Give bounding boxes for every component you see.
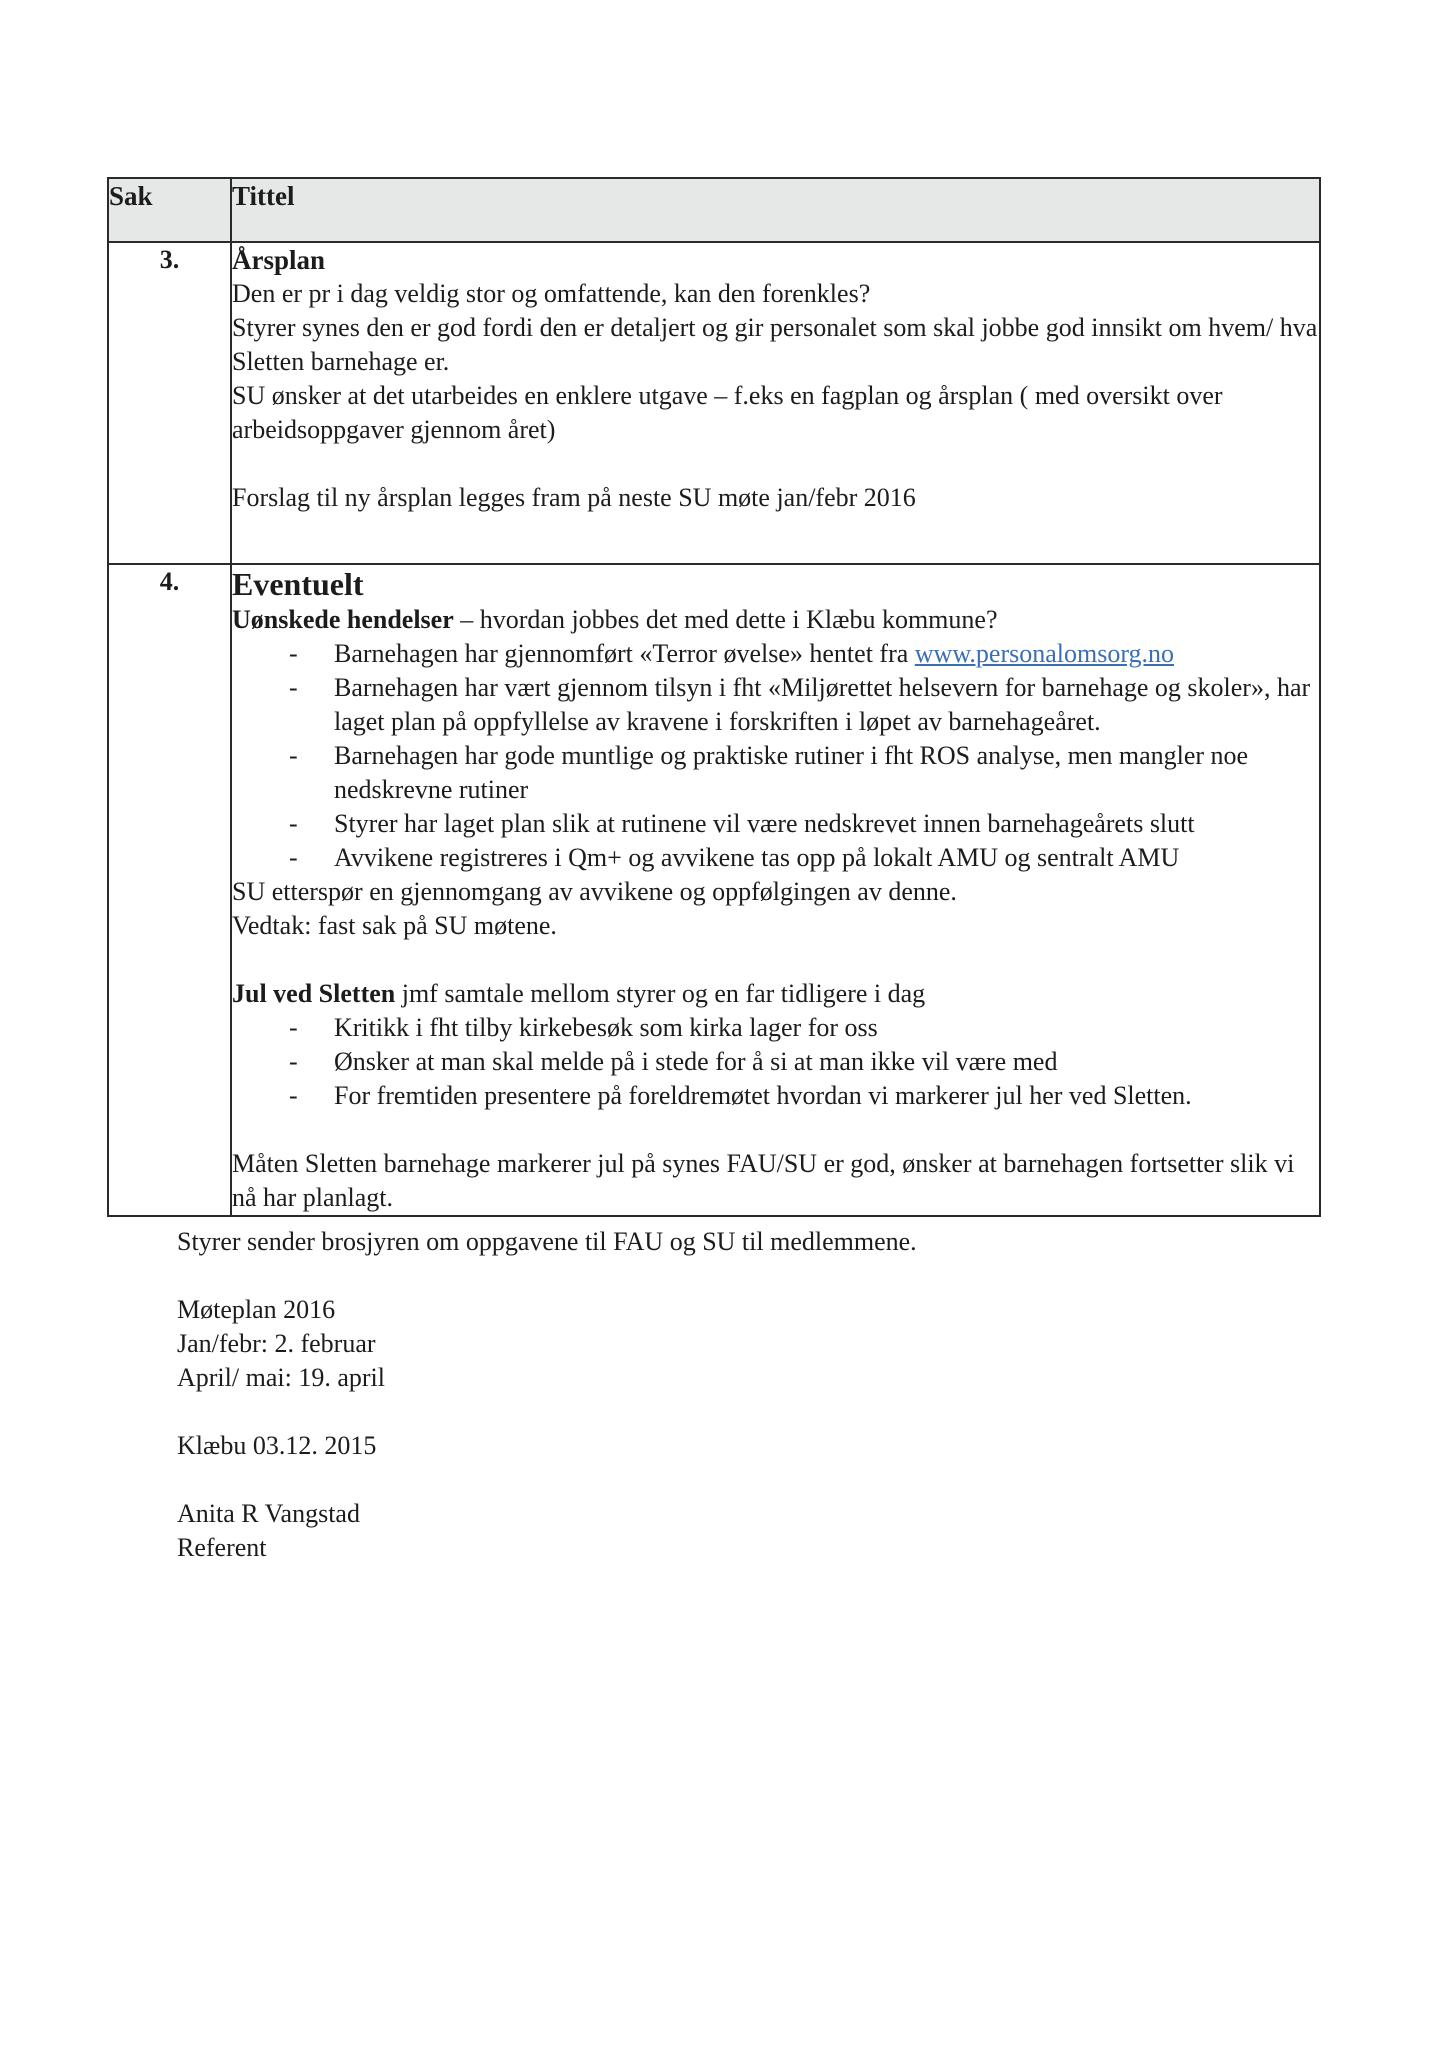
item-title: Årsplan [232,245,326,275]
header-tittel: Tittel [231,178,1320,242]
section-heading-bold: Jul ved Sletten [232,979,396,1008]
table-row [108,242,1320,564]
list-item: - Avvikene registreres i Qm+ og avvikene tas opp på lokalt AMU og sentralt AMU [289,841,1319,875]
bullet-list [232,637,1319,875]
list-item: - For fremtiden presentere på foreldremøtet hvordan vi markerer jul her ved Sletten. [289,1079,1319,1113]
section-heading [232,603,1319,637]
section-heading-rest: – hvordan jobbes det med dette i Klæbu kommune? [453,605,998,634]
section-heading [232,977,1319,1011]
signature-name: Anita R Vangstad [177,1499,360,1528]
signature-role: Referent [177,1533,267,1562]
list-item: - Ønsker at man skal melde på i stede for å si at man ikke vil være med [289,1045,1319,1079]
item-content [231,242,1320,564]
personalomsorg-link[interactable]: www.personalomsorg.no [914,639,1175,668]
header-sak: Sak [108,178,231,242]
footer-note: Styrer sender brosjyren om oppgavene til FAU og SU til medlemmene. [177,1227,917,1256]
footer-section [177,1225,917,1565]
list-item: - Barnehagen har vært gjennom tilsyn i fht «Miljørettet helsevern for barnehage og skoler», har laget plan på oppfyllelse av kravene i forskriften i løpet av barnehageåret. [289,671,1319,739]
item-number: 3. [108,242,231,564]
paragraph: SU etterspør en gjennomgang av avvikene og oppfølgingen av denne. [232,877,957,906]
paragraph: SU ønsker at det utarbeides en enklere utgave – f.eks en fagplan og årsplan ( med oversikt over arbeidsoppgaver gjennom året) [232,381,1223,444]
list-item: - Styrer har laget plan slik at rutinene vil være nedskrevet innen barnehageårets slutt [289,807,1319,841]
list-item: - Barnehagen har gode muntlige og praktiske rutiner i fht ROS analyse, men mangler noe nedskrevne rutiner [289,739,1319,807]
table-row [108,564,1320,1216]
item-number: 4. [108,564,231,1216]
list-item: - Kritikk i fht tilby kirkebesøk som kirka lager for oss [289,1011,1319,1045]
minutes-table [107,177,1321,1217]
table-header-row [108,178,1320,242]
list-item [289,637,1319,671]
bullet-list [232,1011,1319,1113]
paragraph: Styrer synes den er god fordi den er detaljert og gir personalet som skal jobbe god innsikt om hvem/ hva Sletten barnehage er. [232,313,1318,376]
place-date: Klæbu 03.12. 2015 [177,1431,377,1460]
paragraph: Måten Sletten barnehage markerer jul på synes FAU/SU er god, ønsker at barnehagen fortsetter slik vi nå har planlagt. [232,1149,1295,1212]
list-item-text: Barnehagen har gjennomført «Terror øvelse» hentet fra [334,639,915,668]
meeting-plan-entry: Jan/febr: 2. februar [177,1329,376,1358]
meeting-plan-entry: April/ mai: 19. april [177,1363,385,1392]
item-title: Eventuelt [232,566,364,602]
meeting-plan-title: Møteplan 2016 [177,1295,336,1324]
decision: Vedtak: fast sak på SU møtene. [232,911,557,940]
paragraph: Den er pr i dag veldig stor og omfattende, kan den forenkles? [232,279,871,308]
item-content [231,564,1320,1216]
section-heading-rest: jmf samtale mellom styrer og en far tidligere i dag [395,979,926,1008]
conclusion: Forslag til ny årsplan legges fram på neste SU møte jan/febr 2016 [232,483,916,512]
section-heading-bold: Uønskede hendelser [232,605,454,634]
